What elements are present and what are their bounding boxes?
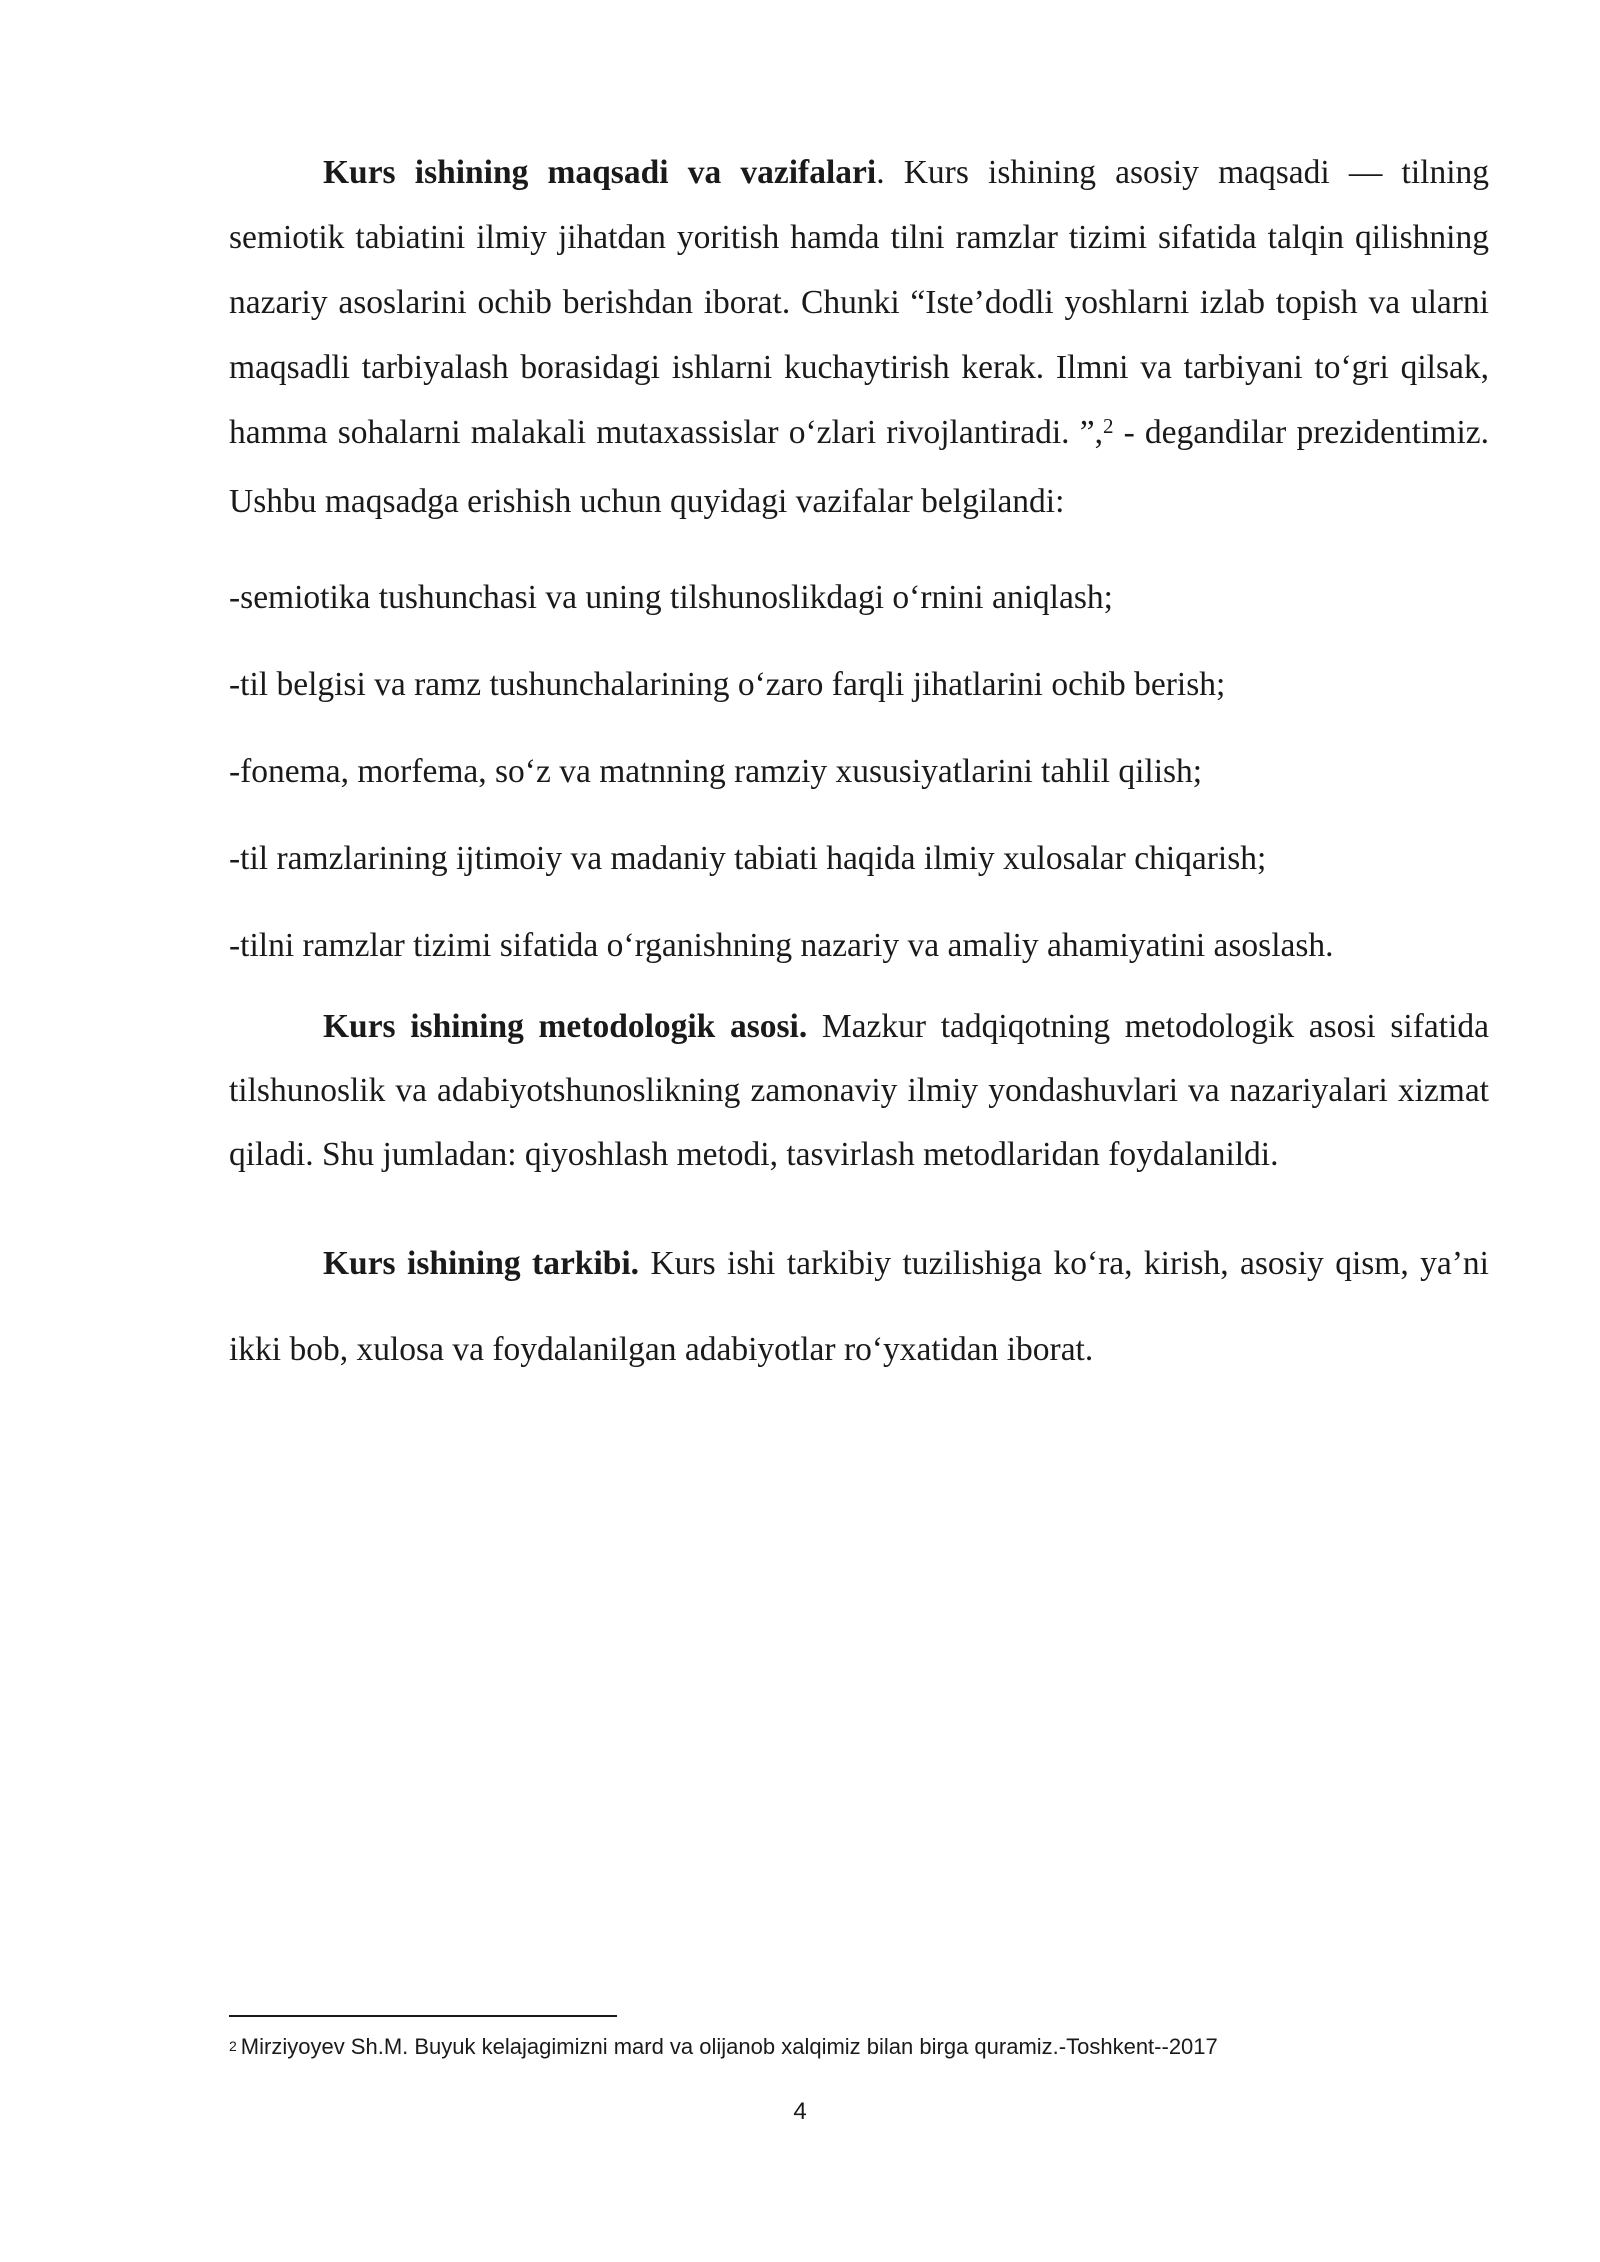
structure-text: Kurs ishi tarkibiy tuzilishiga ko‘ra, kirish, asosiy qism, ya’ni ikki bob, xulosa va foydalanilgan adabiyotlar ro‘yxatidan iborat. [229,1245,1489,1368]
goals-heading: Kurs ishining maqsadi va vazifalari [323,154,877,191]
tasks-list [229,554,1489,989]
footnote [229,2034,1218,2060]
body-text [229,140,1489,1393]
methodology-heading: Kurs ishining metodologik asosi. [323,1008,808,1045]
structure-paragraph [229,1221,1489,1393]
task-item: -til belgisi va ramz tushunchalarining o‘zaro farqli jihatlarini ochib berish; [229,666,1226,703]
task-item: -semiotika tushunchasi va uning tilshunoslikdagi o‘rnini aniqlash; [229,579,1113,616]
methodology-paragraph [229,995,1489,1187]
footnote-reference: 2 [1102,414,1114,438]
structure-heading: Kurs ishining tarkibi. [323,1245,640,1282]
goals-heading-punct: . [876,154,885,191]
footnote-number: 2 [229,2038,237,2054]
goals-paragraph [229,140,1489,534]
task-item: -fonema, morfema, so‘z va matnning ramziy xususiyatlarini tahlil qilish; [229,753,1203,790]
footnote-separator [229,2015,617,2017]
page-number: 4 [793,2098,807,2125]
methodology-text: Mazkur tadqiqotning metodologik asosi sifatida tilshunoslik va adabiyotshunoslikning zamonaviy ilmiy yondashuvlari va nazariyalari xizmat qiladi. Shu jumladan: qiyoshlash metodi, tasvirlash metodlaridan foydalanildi. [229,1008,1489,1173]
task-item: -til ramzlarining ijtimoiy va madaniy tabiati haqida ilmiy xulosalar chiqarish; [229,840,1267,877]
footnote-text: Mirziyoyev Sh.M. Buyuk kelajagimizni mard va olijanob xalqimiz bilan birga quramiz.-Toshkent--2017 [240,2034,1218,2059]
task-item: -tilni ramzlar tizimi sifatida o‘rganishning nazariy va amaliy ahamiyatini asoslash. [229,927,1334,964]
goals-text: Kurs ishining asosiy maqsadi — tilning semiotik tabiatini ilmiy jihatdan yoritish hamda tilni ramzlar tizimi sifatida talqin qilishning nazariy asoslarini ochib berishdan iborat. Chunki “Iste’dodli yoshlarni izlab topish va ularni maqsadli tarbiyalash borasidagi ishlarni kuchaytirish kerak. Ilmni va tarbiyani to‘gri qilsak, hamma sohalarni malakali mutaxassislar o‘zlari rivojlantiradi. ”, [229,154,1490,451]
goals-text-continued: - degandilar prezidentimiz. Ushbu maqsadga erishish uchun quyidagi vazifalar belgilandi: [229,414,1489,520]
